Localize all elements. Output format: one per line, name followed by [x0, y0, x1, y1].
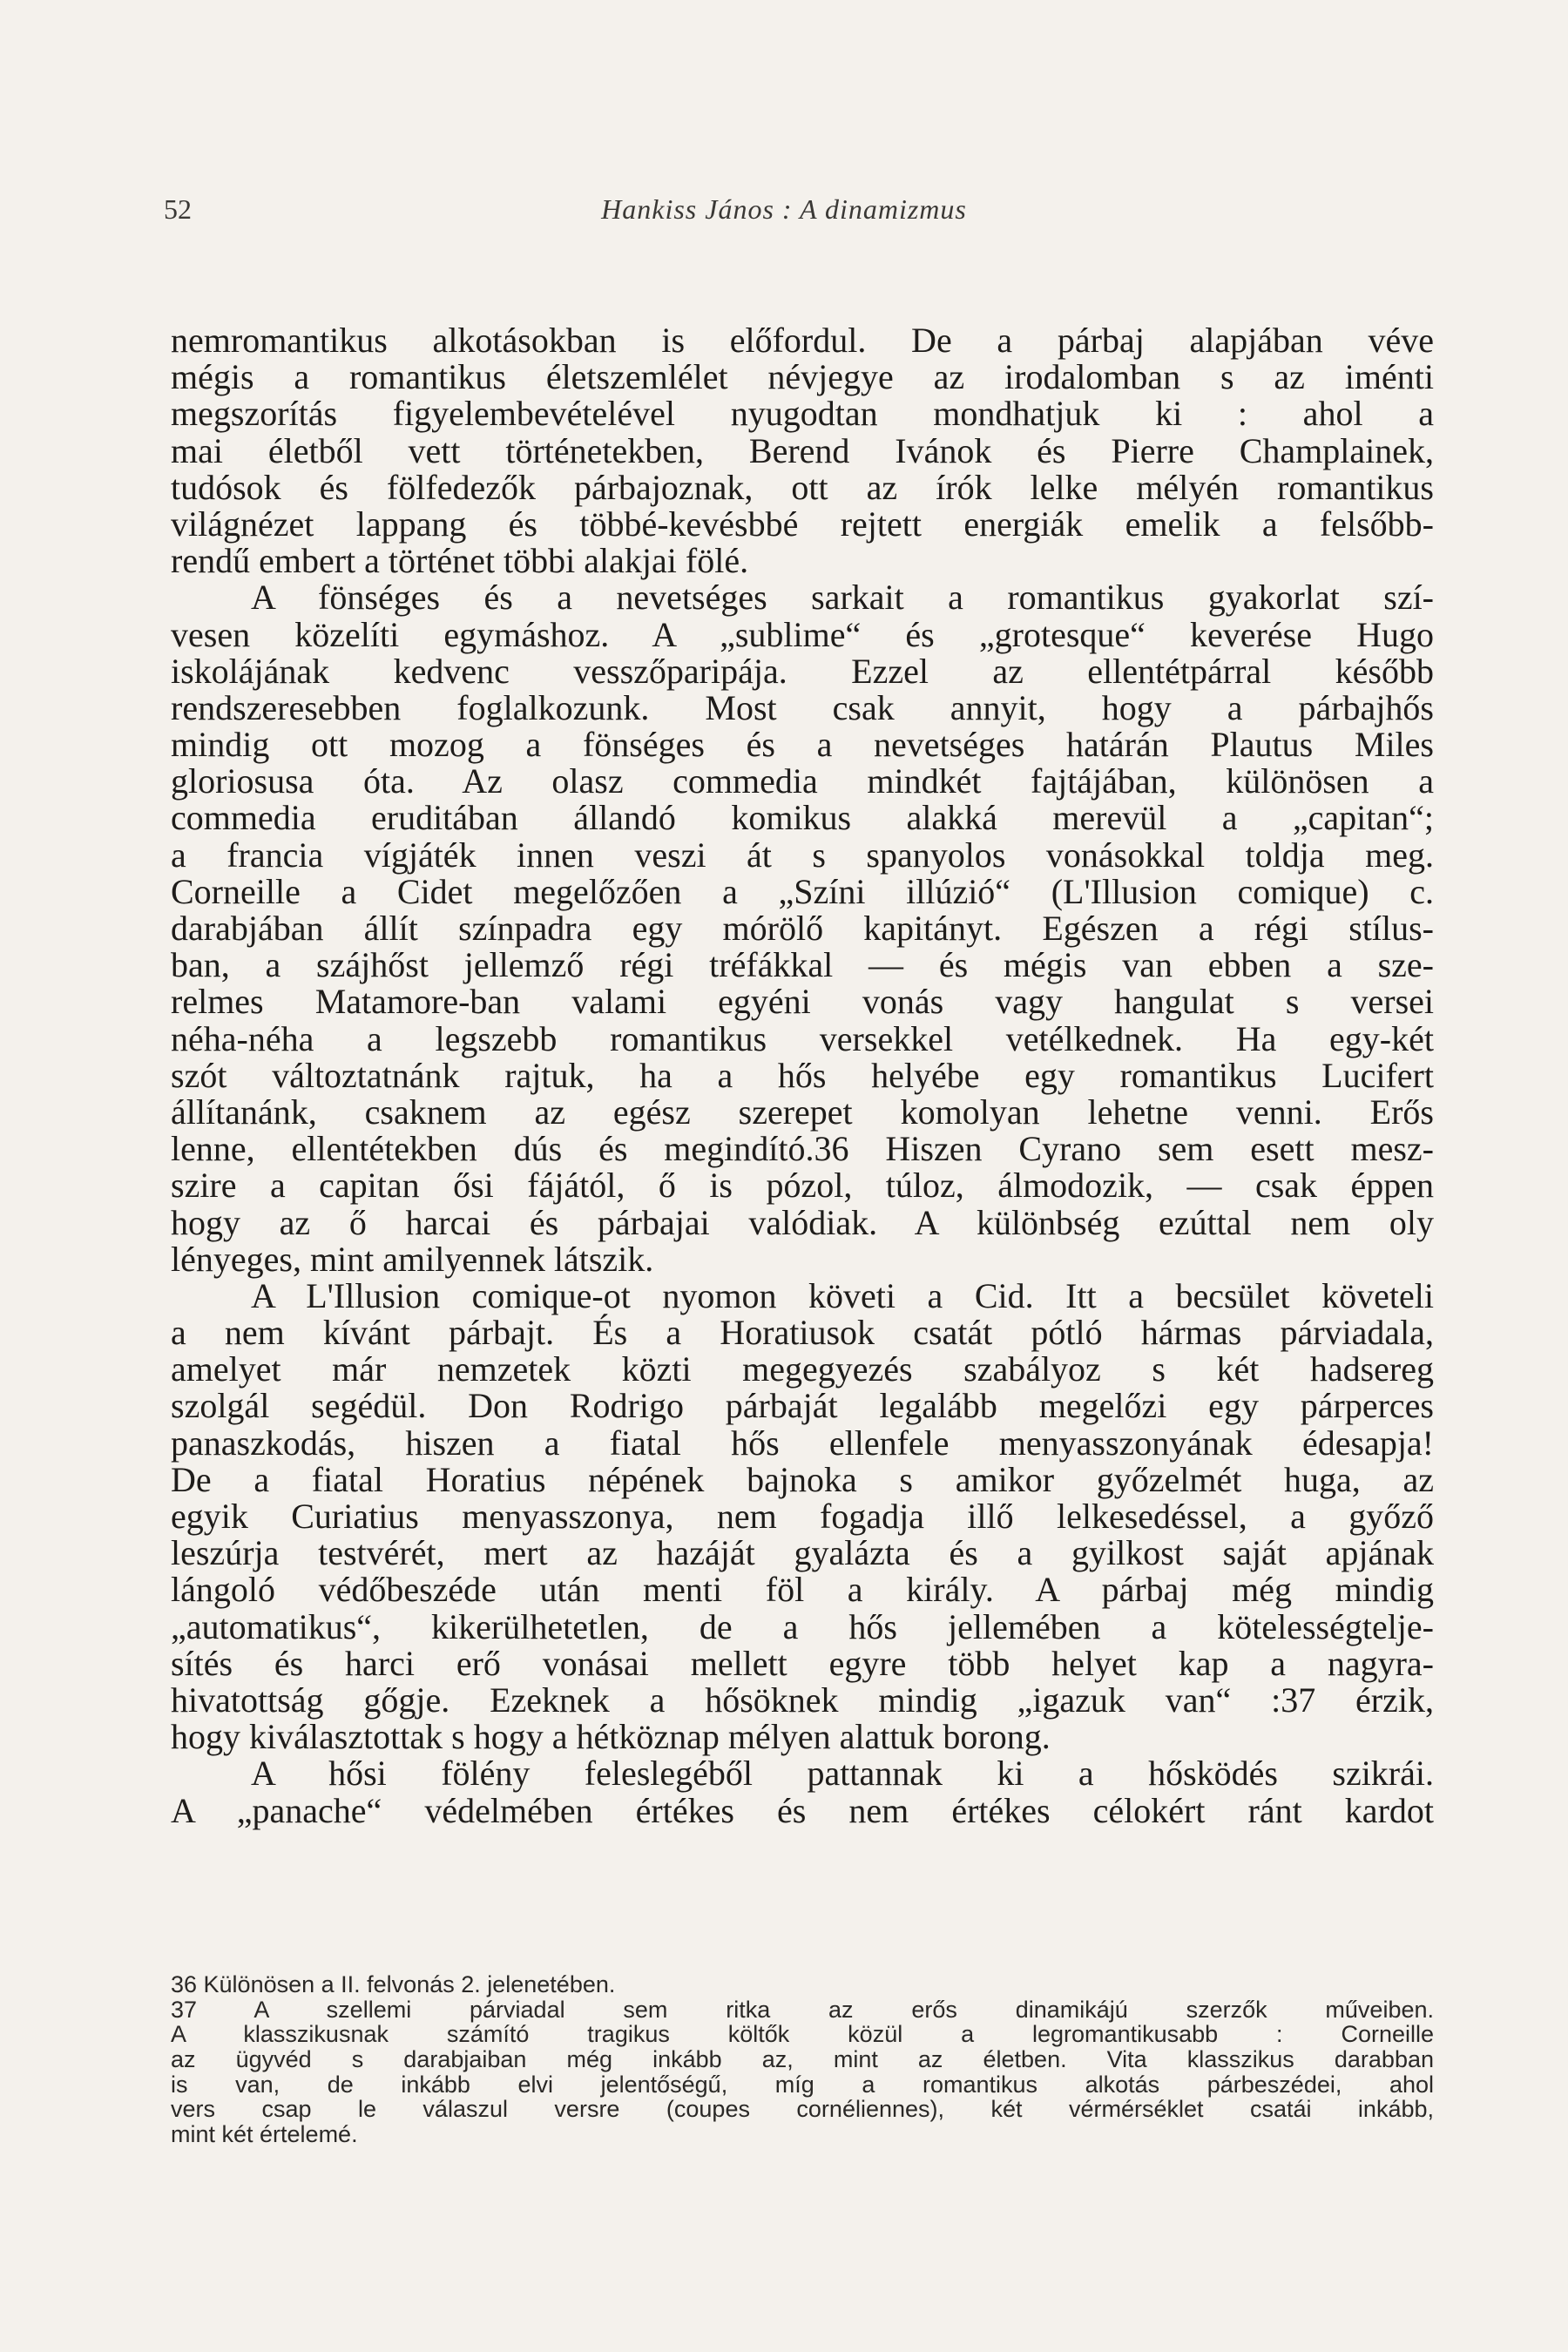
text-line: lángoló védőbeszéde után menti föl a király. A párbaj még mindig: [171, 1570, 1434, 1610]
text-line: iskolájának kedvenc vesszőparipája. Ezzel az ellentétpárral később: [171, 651, 1434, 691]
text-line: amelyet már nemzetek közti megegyezés szabályoz s két hadsereg: [171, 1349, 1434, 1389]
text-line: szót változtatnánk rajtuk, ha a hős helyébe egy romantikus Lucifert: [171, 1055, 1434, 1095]
text-line: ban, a szájhőst jellemző régi tréfákkal — és mégis van ebben a sze-: [171, 945, 1434, 985]
text-line: mégis a romantikus életszemlélet névjegye az irodalomban s az iménti: [171, 357, 1434, 397]
text-line: szire a capitan ősi fájától, ő is pózol, túloz, álmodozik, — csak éppen: [171, 1166, 1434, 1206]
text-line: a francia vígjáték innen veszi át s spanyolos vonásokkal toldja meg.: [171, 835, 1434, 875]
text-line: commedia eruditában állandó komikus alakká merevül a „capitan“;: [171, 798, 1434, 838]
text-line: De a fiatal Horatius népének bajnoka s amikor győzelmét huga, az: [171, 1459, 1434, 1499]
text-line: tudósok és fölfedezők párbajoznak, ott az írók lelke mélyén romantikus: [171, 467, 1434, 507]
paragraph-start-line: A L'Illusion comique-ot nyomon követi a Cid. Itt a becsület követeli: [251, 1275, 1434, 1315]
text-line: a nem kívánt párbajt. És a Horatiusok csatát pótló hármas párviadala,: [171, 1313, 1434, 1353]
text-line: lenne, ellentétekben dús és megindító.36 Hiszen Cyrano sem esett mesz-: [171, 1129, 1434, 1169]
footnote-37: 37 A szellemi párviadal sem ritka az erős dinamikájú szerzők műveiben.: [171, 1996, 1434, 2023]
text-line: hivatottság gőgje. Ezeknek a hősöknek mindig „igazuk van“ :37 érzik,: [171, 1680, 1434, 1720]
text-line: lényeges, mint amilyennek látszik.: [171, 1239, 654, 1279]
footnote-line: az ügyvéd s darabjaiban még inkább az, mint az életben. Vita klasszikus darabban: [171, 2046, 1434, 2073]
footnote-line: vers csap le válaszul versre (coupes cornéliennes), két vérmérséklet csatái inkább,: [171, 2096, 1434, 2123]
footnote-line: is van, de inkább elvi jelentőségű, míg a romantikus alkotás párbeszédei, ahol: [171, 2071, 1434, 2098]
paragraph-start-line: A hősi fölény feleslegéből pattannak ki a hősködés szikrái.: [251, 1754, 1434, 1794]
text-line: nemromantikus alkotásokban is előfordul. De a párbaj alapjában véve: [171, 321, 1434, 360]
text-line: mai életből vett történetekben, Berend Ivánok és Pierre Champlainek,: [171, 430, 1434, 470]
paragraph-start-line: A fönséges és a nevetséges sarkait a romantikus gyakorlat szí-: [251, 578, 1434, 618]
text-line: sítés és harci erő vonásai mellett egyre több helyet kap a nagyra-: [171, 1643, 1434, 1683]
footnote-line: mint két értelemé.: [171, 2121, 358, 2148]
text-line: mindig ott mozog a fönséges és a nevetséges határán Plautus Miles: [171, 725, 1434, 765]
text-line: hogy az ő harcai és párbajai valódiak. A különbség ezúttal nem oly: [171, 1202, 1434, 1242]
text-line: A „panache“ védelmében értékes és nem értékes célokért ránt kardot: [171, 1790, 1434, 1830]
page-number: 52: [164, 193, 192, 225]
text-line: hogy kiválasztottak s hogy a hétköznap mélyen alattuk borong.: [171, 1717, 1051, 1757]
text-line: szolgál segédül. Don Rodrigo párbaját legalább megelőzi egy párperces: [171, 1386, 1434, 1426]
footnote-36: 36 Különösen a II. felvonás 2. jelenetében.: [171, 1971, 616, 1997]
text-line: rendszeresebben foglalkozunk. Most csak annyit, hogy a párbajhős: [171, 687, 1434, 727]
footnote-line: A klasszikusnak számító tragikus költők közül a legromantikusabb : Corneille: [171, 2021, 1434, 2048]
text-line: vesen közelíti egymáshoz. A „sublime“ és „grotesque“ keverése Hugo: [171, 614, 1434, 654]
text-line: világnézet lappang és többé-kevésbbé rejtett energiák emelik a felsőbb-: [171, 504, 1434, 544]
text-line: gloriosusa óta. Az olasz commedia mindkét fajtájában, különösen a: [171, 761, 1434, 801]
text-line: egyik Curiatius menyasszonya, nem fogadja illő lelkesedéssel, a győző: [171, 1497, 1434, 1536]
text-line: rendű embert a történet többi alakjai fölé.: [171, 541, 749, 581]
text-line: „automatikus“, kikerülhetetlen, de a hős jellemében a kötelességtelje-: [171, 1606, 1434, 1646]
text-line: relmes Matamore-ban valami egyéni vonás vagy hangulat s versei: [171, 982, 1434, 1022]
text-line: leszúrja testvérét, mert az hazáját gyalázta és a gyilkost saját apjának: [171, 1533, 1434, 1573]
text-line: Corneille a Cidet megelőzően a „Színi illúzió“ (L'Illusion comique) c.: [171, 871, 1434, 911]
body-text: [171, 322, 1434, 1829]
text-line: panaszkodás, hiszen a fiatal hős ellenfele menyasszonyának édesapja!: [171, 1423, 1434, 1463]
text-line: darabjában állít színpadra egy mórölő kapitányt. Egészen a régi stílus-: [171, 909, 1434, 948]
text-line: megszorítás figyelembevételével nyugodtan mondhatjuk ki : ahol a: [171, 394, 1434, 434]
running-head: Hankiss János : A dinamizmus: [601, 193, 967, 225]
text-line: állítanánk, csaknem az egész szerepet komolyan lehetne venni. Erős: [171, 1092, 1434, 1132]
footnotes: [171, 1972, 1434, 2147]
text-line: néha-néha a legszebb romantikus versekkel vetélkednek. Ha egy-két: [171, 1018, 1434, 1058]
